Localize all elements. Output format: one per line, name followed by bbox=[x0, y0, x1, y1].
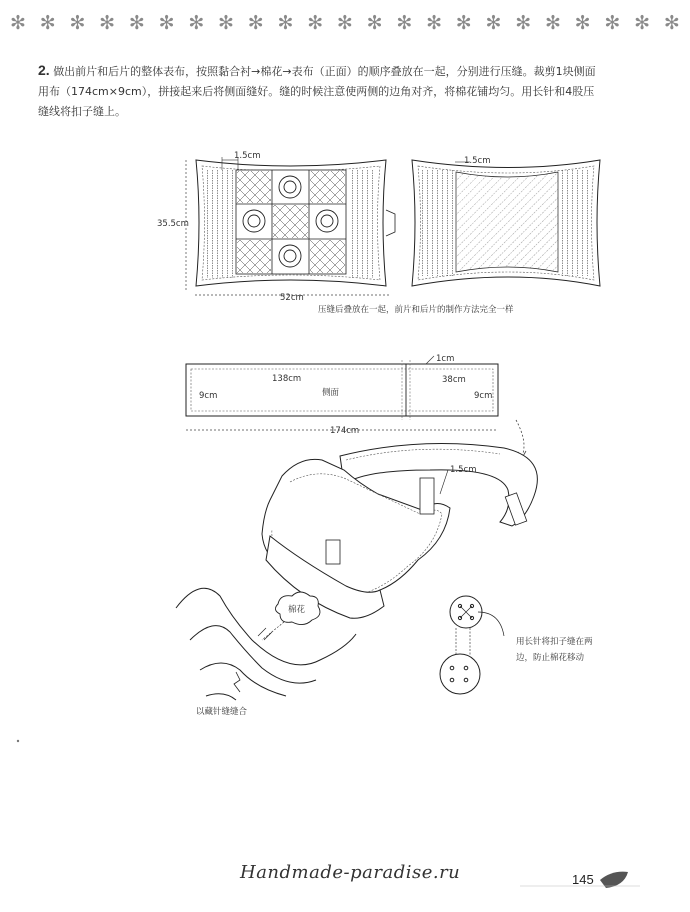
strip-total-length: 174cm bbox=[330, 426, 360, 436]
snowflake-icon: ✻ bbox=[663, 11, 680, 34]
snowflake-icon: ✻ bbox=[455, 11, 472, 34]
front-height-label: 35.5cm bbox=[157, 219, 189, 229]
strip-seam-label: 1cm bbox=[436, 354, 455, 364]
button-note-line-1: 用长针将扣子缝在两 bbox=[516, 637, 593, 647]
snowflake-icon: ✻ bbox=[99, 11, 116, 34]
hidden-stitch-label: 以藏针缝缝合 bbox=[196, 707, 248, 717]
snowflake-icon: ✻ bbox=[574, 11, 591, 34]
strip-height-left: 9cm bbox=[199, 391, 218, 401]
snowflake-icon: ✻ bbox=[426, 11, 442, 34]
leaf-icon bbox=[600, 872, 628, 888]
snowflake-icon: ✻ bbox=[307, 11, 324, 34]
button-note-line-2: 边，防止棉花移动 bbox=[516, 653, 585, 663]
snowflake-icon: ✻ bbox=[247, 11, 264, 34]
assembly-seam-label: 1.5cm bbox=[450, 465, 477, 475]
front-piece-diagram bbox=[186, 157, 395, 295]
snowflake-icon: ✻ bbox=[336, 11, 353, 34]
snowflake-icon: ✻ bbox=[39, 11, 56, 34]
instruction-line-1: 做出前片和后片的整体表布，按照黏合衬→棉花→表布（正面）的顺序叠放在一起，分别进行压缝。裁剪1块侧面 bbox=[53, 65, 596, 78]
snowflake-icon: ✻ bbox=[218, 11, 234, 34]
instruction-line-2: 用布（174cm×9cm），拼接起来后将侧面缝好。缝的时候注意使两侧的边角对齐，将棉花铺均匀。用长针和4股压 bbox=[38, 85, 595, 98]
front-seam-label: 1.5cm bbox=[234, 151, 261, 161]
instruction-line-3: 缝线将扣子缝上。 bbox=[38, 105, 126, 118]
front-width-label: 52cm bbox=[280, 293, 304, 303]
strip-length-right: 38cm bbox=[442, 375, 466, 385]
strip-center-label: 侧面 bbox=[322, 388, 340, 398]
snowflake-icon: ✻ bbox=[277, 11, 294, 34]
step-number: 2. bbox=[38, 62, 50, 78]
down-arrow-icon bbox=[516, 420, 524, 456]
cotton-label: 棉花 bbox=[288, 605, 306, 615]
snowflake-icon: ✻ bbox=[544, 11, 561, 34]
snowflake-icon: ✻ bbox=[10, 11, 26, 34]
assembly-illustration bbox=[176, 444, 537, 701]
pieces-caption: 压缝后叠放在一起，前片和后片的制作方法完全一样 bbox=[318, 305, 514, 315]
snowflake-icon: ✻ bbox=[396, 11, 413, 34]
side-strip-diagram bbox=[186, 356, 498, 430]
back-seam-label: 1.5cm bbox=[464, 156, 491, 166]
snowflake-icon: ✻ bbox=[69, 11, 86, 34]
snowflake-icon: ✻ bbox=[515, 11, 532, 34]
back-piece-diagram bbox=[412, 160, 600, 286]
snowflake-icon: ✻ bbox=[634, 11, 651, 34]
snowflake-icon: ✻ bbox=[158, 11, 175, 34]
snowflake-icon: ✻ bbox=[188, 11, 205, 34]
snowflake-icon: ✻ bbox=[366, 11, 383, 34]
snowflake-icon: ✻ bbox=[604, 11, 621, 34]
strip-length-left: 138cm bbox=[272, 374, 302, 384]
snowflake-icon: ✻ bbox=[485, 11, 502, 34]
page-number: 145 bbox=[572, 872, 594, 887]
site-logo-text: Handmade-paradise.ru bbox=[240, 862, 461, 883]
snowflake-icon: ✻ bbox=[128, 11, 145, 34]
strip-height-right: 9cm bbox=[474, 391, 493, 401]
